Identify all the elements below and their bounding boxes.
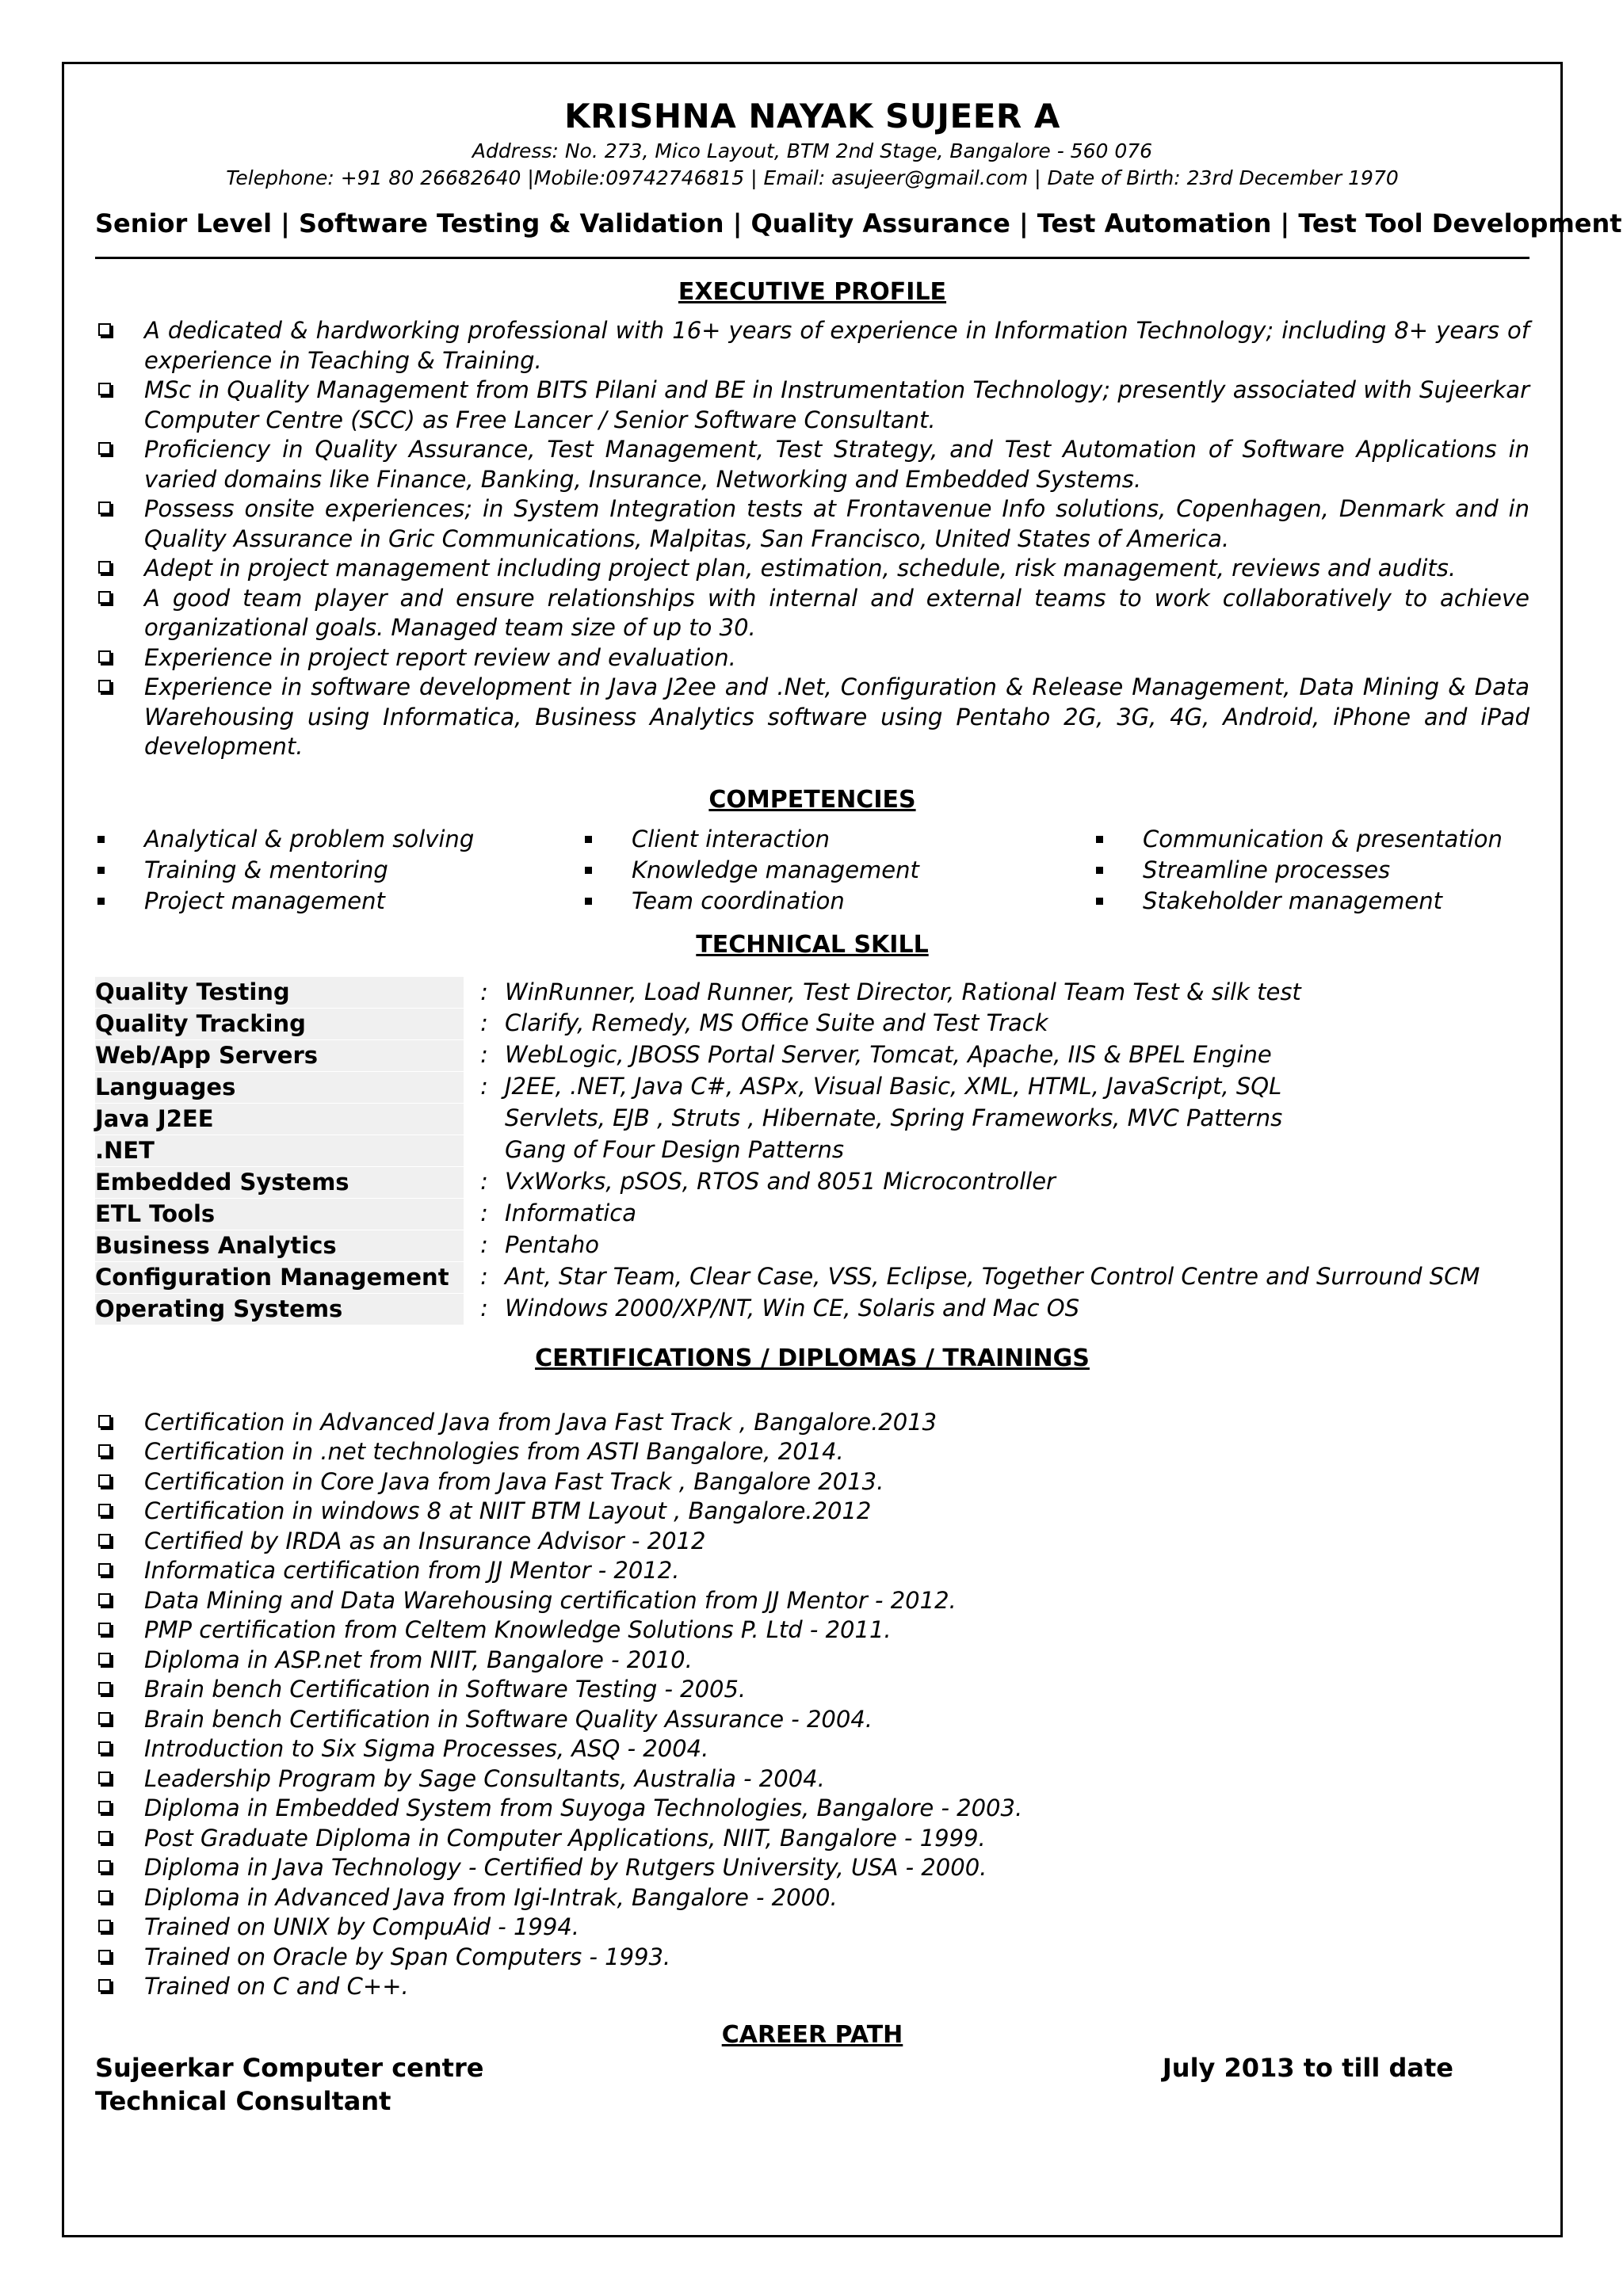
table-row	[95, 1039, 1529, 1071]
table-row	[95, 1230, 1529, 1261]
executive-profile-list	[95, 316, 1529, 762]
skill-separator: :	[480, 1041, 488, 1068]
skill-separator: :	[480, 1263, 488, 1290]
table-row	[95, 977, 1529, 1009]
skill-label: Quality Testing	[95, 977, 464, 1009]
checkbox-bullet-icon	[98, 1444, 111, 1457]
section-title-certifications: CERTIFICATIONS / DIPLOMAS / TRAININGS	[535, 1344, 1090, 1372]
checkbox-bullet-icon	[98, 442, 111, 455]
list-item: MSc in Quality Management from BITS Pilani and BE in Instrumentation Technology; presently associated with Sujeerkar Computer Centre (SCC) as Free Lancer / Senior Software Consultant.	[95, 376, 1529, 435]
competency-item: Team coordination	[582, 886, 1094, 917]
competency-item: Communication & presentation	[1094, 824, 1529, 855]
square-bullet-icon	[585, 867, 592, 874]
checkbox-bullet-icon	[98, 1920, 111, 1932]
checkbox-bullet-icon	[98, 383, 111, 395]
checkbox-bullet-icon	[98, 591, 111, 604]
skill-label: Languages	[95, 1071, 464, 1103]
list-item: Experience in software development in Java J2ee and .Net, Configuration & Release Management, Data Mining & Data Warehousing using Informatica, Business Analytics software using Pentaho 2G, 3G, 4G, Android, iPhone and iPad development.	[95, 673, 1529, 762]
skill-value: Servlets, EJB , Struts , Hibernate, Spring Frameworks, MVC Patterns	[505, 1104, 1283, 1131]
list-item: A dedicated & hardworking professional with 16+ years of experience in Information Technology; including 8+ years of experience in Teaching & Training.	[95, 316, 1529, 376]
skill-separator	[464, 1135, 505, 1166]
skill-label: ETL Tools	[95, 1198, 464, 1230]
competency-item: Client interaction	[582, 824, 1094, 855]
header-divider	[95, 257, 1529, 259]
checkbox-bullet-icon	[98, 1415, 111, 1428]
checkbox-bullet-icon	[98, 1741, 111, 1754]
skill-value: WinRunner, Load Runner, Test Director, Rational Team Test & silk test	[505, 978, 1301, 1005]
square-bullet-icon	[585, 836, 592, 843]
resume-content	[95, 95, 1622, 2118]
list-item: Trained on UNIX by CompuAid - 1994.	[95, 1913, 1529, 1943]
list-item: Certification in Core Java from Java Fast Track , Bangalore 2013.	[95, 1467, 1529, 1497]
skill-value: Pentaho	[505, 1231, 599, 1258]
skill-separator	[464, 1103, 505, 1135]
checkbox-bullet-icon	[98, 561, 111, 574]
skill-separator: :	[480, 1168, 488, 1195]
skill-separator: :	[480, 1073, 488, 1100]
competency-item: Knowledge management	[582, 855, 1094, 886]
checkbox-bullet-icon	[98, 1682, 111, 1695]
table-row	[95, 1198, 1529, 1230]
checkbox-bullet-icon	[98, 1772, 111, 1784]
list-item: Leadership Program by Sage Consultants, Australia - 2004.	[95, 1764, 1529, 1794]
profile-tagline: Senior Level | Software Testing & Validation | Quality Assurance | Test Automation | Test Tool Development	[95, 208, 1622, 238]
list-item: Trained on Oracle by Span Computers - 1993.	[95, 1943, 1529, 1973]
skill-separator: :	[480, 1295, 488, 1322]
list-item: Diploma in ASP.net from NIIT, Bangalore - 2010.	[95, 1646, 1529, 1676]
checkbox-bullet-icon	[98, 323, 111, 336]
competency-item: Analytical & problem solving	[95, 824, 582, 855]
job-title: Technical Consultant	[95, 2085, 391, 2116]
list-item: A good team player and ensure relationships with internal and external teams to work collaboratively to achieve organizational goals. Managed team size of up to 30.	[95, 584, 1529, 643]
square-bullet-icon	[1096, 898, 1103, 905]
table-row	[95, 1008, 1529, 1039]
section-title-competencies: COMPETENCIES	[708, 785, 916, 814]
skill-separator: :	[480, 1009, 488, 1036]
competency-item: Stakeholder management	[1094, 886, 1529, 917]
section-title-technical-skill: TECHNICAL SKILL	[696, 930, 929, 959]
skill-label: Business Analytics	[95, 1230, 464, 1261]
skill-value: Ant, Star Team, Clear Case, VSS, Eclipse, Together Control Centre and Surround SCM	[505, 1263, 1480, 1290]
list-item: Introduction to Six Sigma Processes, ASQ - 2004.	[95, 1734, 1529, 1764]
skill-label: Embedded Systems	[95, 1166, 464, 1198]
table-row	[95, 1135, 1529, 1166]
checkbox-bullet-icon	[98, 680, 111, 692]
list-item: Informatica certification from JJ Mentor - 2012.	[95, 1556, 1529, 1586]
checkbox-bullet-icon	[98, 1653, 111, 1665]
list-item: Experience in project report review and evaluation.	[95, 643, 1529, 673]
competency-item: Project management	[95, 886, 582, 917]
competency-item: Training & mentoring	[95, 855, 582, 886]
list-item: Brain bench Certification in Software Quality Assurance - 2004.	[95, 1705, 1529, 1735]
skill-value: Gang of Four Design Patterns	[505, 1136, 844, 1163]
list-item: Proficiency in Quality Assurance, Test Management, Test Strategy, and Test Automation of Software Applications in varied domains like Finance, Banking, Insurance, Networking and Embedded Systems.	[95, 435, 1529, 494]
table-row	[95, 1071, 1529, 1103]
technical-skill-table	[95, 977, 1529, 1325]
list-item: Possess onsite experiences; in System Integration tests at Frontavenue Info solutions, Copenhagen, Denmark and in Quality Assurance in Gric Communications, Malpitas, San Francisco, United States of America.	[95, 494, 1529, 554]
checkbox-bullet-icon	[98, 1712, 111, 1725]
list-item: Brain bench Certification in Software Testing - 2005.	[95, 1675, 1529, 1705]
checkbox-bullet-icon	[98, 502, 111, 514]
skill-value: Windows 2000/XP/NT, Win CE, Solaris and Mac OS	[505, 1295, 1079, 1322]
list-item: Diploma in Advanced Java from Igi-Intrak, Bangalore - 2000.	[95, 1883, 1529, 1913]
company-name: Sujeerkar Computer centre	[95, 2052, 484, 2083]
list-item: Certification in windows 8 at NIIT BTM Layout , Bangalore.2012	[95, 1497, 1529, 1527]
skill-value: WebLogic, JBOSS Portal Server, Tomcat, Apache, IIS & BPEL Engine	[505, 1041, 1272, 1068]
list-item: Certification in Advanced Java from Java Fast Track , Bangalore.2013	[95, 1408, 1529, 1438]
skill-value: Clarify, Remedy, MS Office Suite and Test Track	[505, 1009, 1048, 1036]
list-item: PMP certification from Celtem Knowledge Solutions P. Ltd - 2011.	[95, 1615, 1529, 1646]
skill-label: Java J2EE	[95, 1103, 464, 1135]
checkbox-bullet-icon	[98, 1831, 111, 1844]
skill-label: Quality Tracking	[95, 1008, 464, 1039]
contact-line: Telephone: +91 80 26682640 |Mobile:09742746815 | Email: asujeer@gmail.com | Date of Birth: 23rd December 1970	[226, 166, 1399, 189]
square-bullet-icon	[585, 898, 592, 905]
checkbox-bullet-icon	[98, 1504, 111, 1516]
skill-separator: :	[480, 1231, 488, 1258]
list-item: Data Mining and Data Warehousing certification from JJ Mentor - 2012.	[95, 1586, 1529, 1616]
section-title-career-path: CAREER PATH	[721, 2020, 903, 2049]
list-item: Trained on C and C++.	[95, 1972, 1529, 2002]
square-bullet-icon	[1096, 836, 1103, 843]
candidate-name: KRISHNA NAYAK SUJEER A	[564, 97, 1060, 135]
address-line: Address: No. 273, Mico Layout, BTM 2nd Stage, Bangalore - 560 076	[472, 139, 1153, 162]
checkbox-bullet-icon	[98, 1979, 111, 1992]
square-bullet-icon	[97, 836, 105, 843]
square-bullet-icon	[97, 867, 105, 874]
checkbox-bullet-icon	[98, 1474, 111, 1487]
skill-label: Web/App Servers	[95, 1039, 464, 1071]
list-item: Diploma in Java Technology - Certified by Rutgers University, USA - 2000.	[95, 1853, 1529, 1883]
checkbox-bullet-icon	[98, 1890, 111, 1903]
checkbox-bullet-icon	[98, 650, 111, 663]
checkbox-bullet-icon	[98, 1623, 111, 1635]
competency-item: Streamline processes	[1094, 855, 1529, 886]
skill-value: J2EE, .NET, Java C#, ASPx, Visual Basic, XML, HTML, JavaScript, SQL	[505, 1073, 1282, 1100]
table-row	[95, 1293, 1529, 1325]
list-item: Adept in project management including project plan, estimation, schedule, risk management, reviews and audits.	[95, 554, 1529, 584]
checkbox-bullet-icon	[98, 1534, 111, 1547]
skill-label: .NET	[95, 1135, 464, 1166]
skill-label: Operating Systems	[95, 1293, 464, 1325]
list-item: Certified by IRDA as an Insurance Advisor - 2012	[95, 1527, 1529, 1557]
employment-period: July 2013 to till date	[1162, 2052, 1453, 2083]
skill-separator: :	[480, 978, 488, 1005]
table-row	[95, 1261, 1529, 1293]
list-item: Certification in .net technologies from ASTI Bangalore, 2014.	[95, 1437, 1529, 1467]
certifications-list	[95, 1408, 1529, 2002]
square-bullet-icon	[1096, 867, 1103, 874]
skill-label: Configuration Management	[95, 1261, 464, 1293]
skill-value: VxWorks, pSOS, RTOS and 8051 Microcontroller	[505, 1168, 1056, 1195]
career-entry	[95, 2051, 1529, 2084]
list-item: Post Graduate Diploma in Computer Applications, NIIT, Bangalore - 1999.	[95, 1824, 1529, 1854]
checkbox-bullet-icon	[98, 1593, 111, 1606]
checkbox-bullet-icon	[98, 1563, 111, 1576]
section-title-executive-profile: EXECUTIVE PROFILE	[678, 278, 947, 306]
list-item: Diploma in Embedded System from Suyoga Technologies, Bangalore - 2003.	[95, 1794, 1529, 1824]
competencies-grid	[95, 824, 1529, 917]
checkbox-bullet-icon	[98, 1860, 111, 1873]
skill-value: Informatica	[505, 1199, 636, 1226]
table-row	[95, 1103, 1529, 1135]
table-row	[95, 1166, 1529, 1198]
checkbox-bullet-icon	[98, 1950, 111, 1962]
square-bullet-icon	[97, 898, 105, 905]
checkbox-bullet-icon	[98, 1801, 111, 1814]
skill-separator: :	[480, 1199, 488, 1226]
